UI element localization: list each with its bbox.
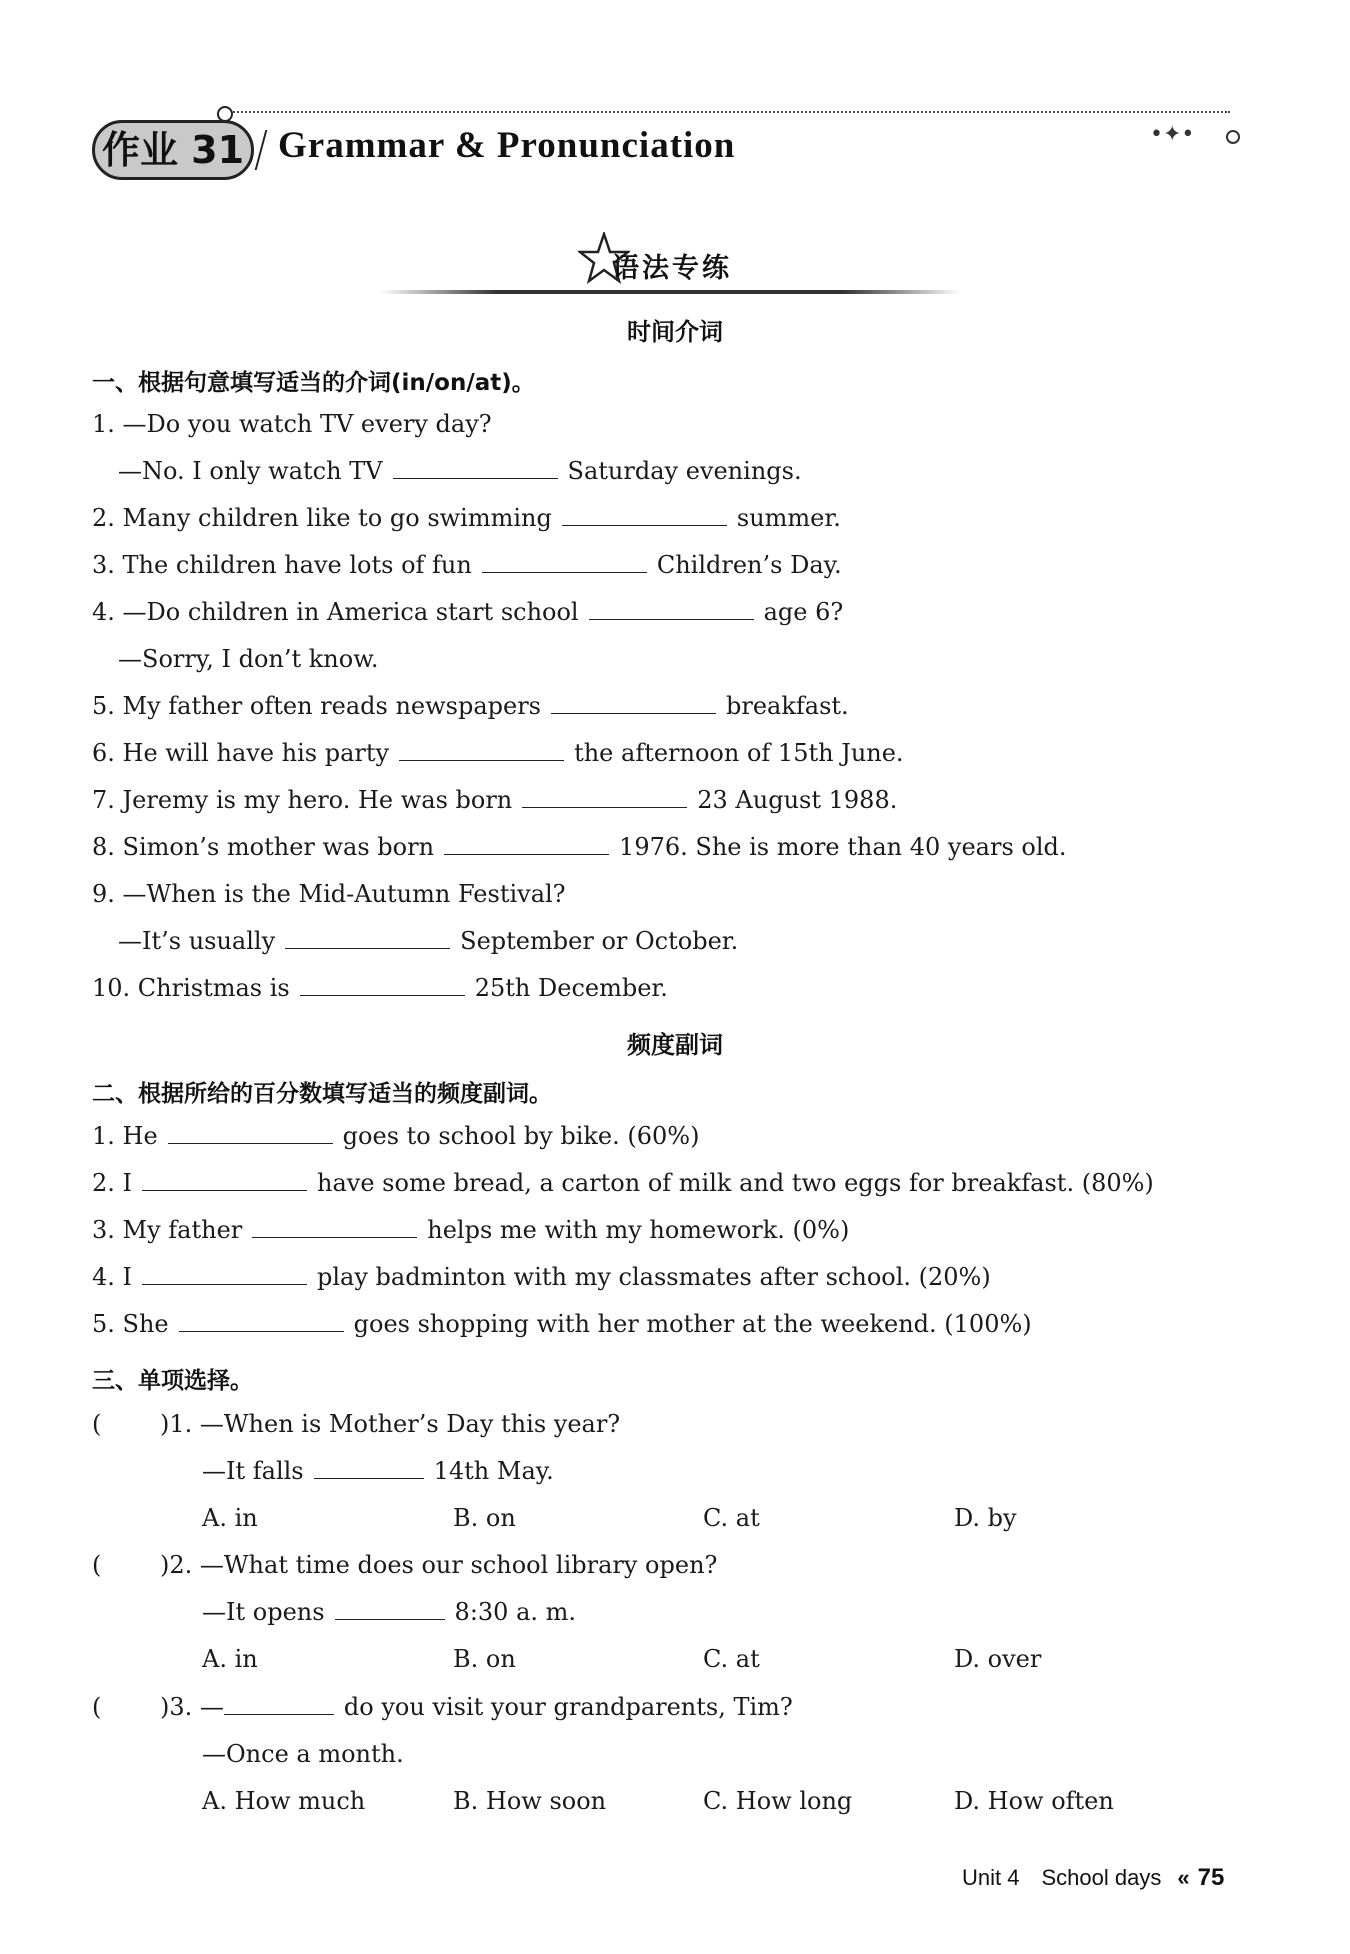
text: Children’s Day. (656, 551, 842, 579)
text: goes shopping with her mother at the weekend. (100%) (353, 1310, 1032, 1338)
answer-blank[interactable] (142, 1170, 307, 1191)
text: —It opens (202, 1598, 325, 1626)
text: 14th May. (433, 1457, 554, 1485)
option-a[interactable]: A. in (202, 1504, 258, 1532)
text: 23 August 1988. (697, 786, 898, 814)
text: 25th December. (474, 974, 668, 1002)
answer-blank[interactable] (142, 1264, 307, 1285)
answer-blank[interactable] (314, 1458, 424, 1479)
answer-blank[interactable] (399, 740, 564, 761)
answer-blank[interactable] (252, 1217, 417, 1238)
text: —It falls (202, 1457, 304, 1485)
p1-q4b: —Sorry, I don’t know. (118, 645, 379, 673)
p2-q3 (92, 1216, 849, 1244)
assignment-badge: 作业 31 (92, 120, 254, 180)
p3-q3b: —Once a month. (202, 1740, 404, 1768)
text: 6. He will have his party (92, 739, 390, 767)
p1-q8 (92, 833, 1067, 861)
text: 2. I (92, 1169, 133, 1197)
text: Saturday evenings. (567, 457, 802, 485)
p1-q3 (92, 551, 842, 579)
subheading-time-prepositions: 时间介词 (627, 318, 723, 346)
answer-blank[interactable] (179, 1311, 344, 1332)
text: 2. Many children like to go swimming (92, 504, 552, 532)
p1-q10 (92, 974, 668, 1002)
answer-blank[interactable] (589, 599, 754, 620)
text: —No. I only watch TV (118, 457, 383, 485)
text: 4. —Do children in America start school (92, 598, 579, 626)
text: —It’s usually (118, 927, 276, 955)
footer-topic: School days (1041, 1865, 1162, 1890)
answer-blank[interactable] (300, 975, 465, 996)
answer-blank[interactable] (168, 1123, 333, 1144)
text: breakfast. (726, 692, 849, 720)
option-b[interactable]: B. on (453, 1504, 516, 1532)
answer-paren[interactable]: ( (92, 1693, 102, 1721)
text: 8:30 a. m. (454, 1598, 577, 1626)
answer-blank[interactable] (444, 834, 609, 855)
section-title: 语法专练 (612, 253, 732, 284)
text: do you visit your grandparents, Tim? (343, 1693, 793, 1721)
text: have some bread, a carton of milk and two eggs for breakfast. (80%) (317, 1169, 1154, 1197)
subheading-frequency-adverbs: 频度副词 (627, 1031, 723, 1059)
p1-q1b (118, 457, 802, 485)
p3-q2b (202, 1598, 576, 1626)
section-banner (380, 240, 960, 298)
answer-blank[interactable] (285, 928, 450, 949)
text: 3. The children have lots of fun (92, 551, 472, 579)
p1-q4a (92, 598, 843, 626)
answer-blank[interactable] (482, 552, 647, 573)
option-b[interactable]: B. How soon (453, 1787, 607, 1815)
p1-q1a: 1. —Do you watch TV every day? (92, 410, 492, 438)
text: 10. Christmas is (92, 974, 290, 1002)
answer-blank[interactable] (522, 787, 687, 808)
page-title: Grammar & Pronunciation (278, 125, 736, 166)
text: goes to school by bike. (60%) (342, 1122, 700, 1150)
answer-blank[interactable] (224, 1694, 334, 1715)
text: age 6? (763, 598, 844, 626)
option-b[interactable]: B. on (453, 1645, 516, 1673)
p2-q5 (92, 1310, 1032, 1338)
p1-q5 (92, 692, 849, 720)
text: 4. I (92, 1263, 133, 1291)
p3-q2: )2. —What time does our school library open? (160, 1551, 718, 1579)
p1-q7 (92, 786, 897, 814)
option-c[interactable]: C. at (703, 1645, 760, 1673)
text: the afternoon of 15th June. (574, 739, 904, 767)
option-c[interactable]: C. at (703, 1504, 760, 1532)
answer-paren[interactable]: ( (92, 1410, 102, 1438)
text: 1. He (92, 1122, 158, 1150)
text: 8. Simon’s mother was born (92, 833, 435, 861)
text: )3. — (160, 1693, 224, 1721)
text: helps me with my homework. (0%) (427, 1216, 850, 1244)
option-c[interactable]: C. How long (703, 1787, 853, 1815)
part3-heading: 三、单项选择。 (92, 1368, 253, 1394)
chevron-left-icon: « (1177, 1865, 1190, 1890)
p3-q1: )1. —When is Mother’s Day this year? (160, 1410, 621, 1438)
answer-blank[interactable] (562, 505, 727, 526)
p1-q6 (92, 739, 904, 767)
p2-q1 (92, 1122, 699, 1150)
sparkle-icon: •✦• (1150, 122, 1195, 147)
text: 5. My father often reads newspapers (92, 692, 541, 720)
p1-q9b (118, 927, 738, 955)
part1-heading: 一、根据句意填写适当的介词(in/on/at)。 (92, 370, 535, 396)
page-number: 75 (1197, 1864, 1225, 1891)
p3-q3 (160, 1693, 793, 1721)
dotted-divider (230, 111, 1230, 113)
option-d[interactable]: D. by (954, 1504, 1017, 1532)
part2-heading: 二、根据所给的百分数填写适当的频度副词。 (92, 1081, 552, 1107)
option-d[interactable]: D. over (954, 1645, 1042, 1673)
text: 3. My father (92, 1216, 243, 1244)
page-footer (962, 1864, 1224, 1892)
ring-icon (1226, 130, 1240, 144)
section-underline (380, 290, 960, 294)
p1-q2 (92, 504, 841, 532)
text: 5. She (92, 1310, 169, 1338)
p3-q1b (202, 1457, 554, 1485)
p1-q9a: 9. —When is the Mid-Autumn Festival? (92, 880, 566, 908)
answer-blank[interactable] (393, 458, 558, 479)
answer-blank[interactable] (551, 693, 716, 714)
option-a[interactable]: A. in (202, 1645, 258, 1673)
page-header (92, 100, 1252, 190)
text: 1976. She is more than 40 years old. (619, 833, 1067, 861)
option-d[interactable]: D. How often (954, 1787, 1114, 1815)
text: September or October. (460, 927, 739, 955)
text: summer. (736, 504, 841, 532)
answer-paren[interactable]: ( (92, 1551, 102, 1579)
ring-decoration (217, 106, 233, 122)
p2-q2 (92, 1169, 1154, 1197)
text: play badminton with my classmates after school. (20%) (317, 1263, 991, 1291)
p2-q4 (92, 1263, 991, 1291)
text: 7. Jeremy is my hero. He was born (92, 786, 513, 814)
footer-unit: Unit 4 (962, 1865, 1020, 1890)
option-a[interactable]: A. How much (202, 1787, 366, 1815)
answer-blank[interactable] (335, 1599, 445, 1620)
